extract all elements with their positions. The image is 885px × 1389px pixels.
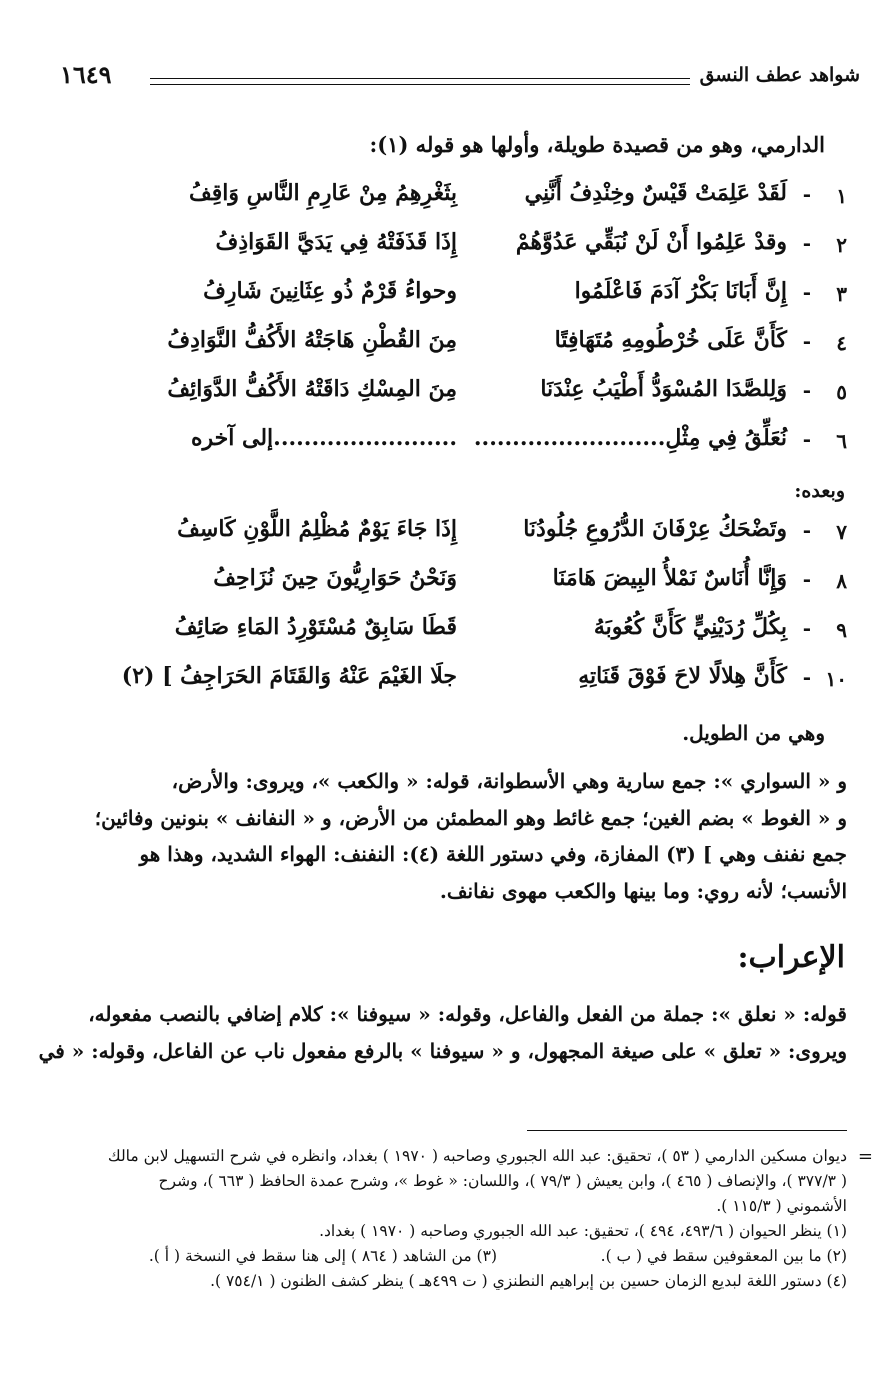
verse-number: ٨ bbox=[836, 569, 847, 593]
text-run: قوله: « bbox=[776, 1002, 847, 1026]
paragraph-line bbox=[35, 1033, 847, 1070]
term-suyufana: سيوفنا bbox=[356, 1002, 412, 1026]
poem-verses-part-1 bbox=[47, 178, 847, 472]
verse-1 bbox=[47, 178, 847, 227]
paragraph-line: الأنسب؛ لأنه روي: وما بينها والكعب مهوى نفانف. bbox=[439, 878, 847, 903]
verse-number: ١٠ bbox=[825, 667, 847, 691]
footnote-1: (١) ينظر الحيوان ( ٤٩٣/٦، ٤٩٤ )، تحقيق: عبد الله الجبوري وصاحبه ( ١٩٧٠ ) بغداد. bbox=[319, 1222, 847, 1240]
second-hemistich: إِذَا جَاءَ يَوْمٌ مُظْلِمُ اللَّوْنِ كَاسِفُ bbox=[177, 516, 457, 542]
paragraph-line bbox=[35, 996, 847, 1033]
text-run: » بضم الغين؛ جمع غائط وهو المطمئن من الأرض، و « bbox=[295, 805, 761, 830]
verse-2 bbox=[47, 227, 847, 276]
footnote-3: (٣) من الشاهد ( ٨٦٤ ) إلى هنا سقط في النسخة ( أ ). bbox=[148, 1247, 497, 1265]
verse-8 bbox=[47, 563, 847, 612]
footnote-continuation: الأشموني ( ١١٥/٣ ). bbox=[716, 1197, 847, 1215]
verse-6 bbox=[47, 423, 847, 472]
verse-dash: - bbox=[802, 518, 811, 542]
meter-note: وهي من الطويل. bbox=[682, 721, 825, 745]
after-label: وبعده: bbox=[794, 480, 845, 502]
text-run: » بنونين وفائين؛ bbox=[94, 805, 236, 830]
term-ghawt: الغوط bbox=[760, 805, 811, 830]
verse-number: ٥ bbox=[836, 380, 847, 404]
verse-7 bbox=[47, 514, 847, 563]
text-run: »: كلام إضافي بالنصب مفعوله، bbox=[88, 1002, 357, 1026]
text-run: »: جمع سارية وهي الأسطوانة، قوله: « bbox=[399, 769, 741, 793]
verse-number: ٩ bbox=[836, 618, 847, 642]
verse-3 bbox=[47, 276, 847, 325]
footnote-continuation bbox=[35, 1144, 873, 1169]
verse-number: ٢ bbox=[836, 233, 847, 257]
second-hemistich: وحواءُ قَرْمٌ ذُو عِثَانِينَ شَارِفُ bbox=[203, 278, 457, 304]
footnote-2: (٢) ما بين المعقوفين سقط في ( ب ). bbox=[600, 1247, 847, 1265]
first-hemistich: وَإِنَّا أُنَاسٌ نَمْلأُ البِيضَ هَامَنَا bbox=[552, 565, 787, 591]
term-nafanif: النفانف bbox=[235, 805, 296, 830]
footnote-4: (٤) دستور اللغة لبديع الزمان حسين بن إبراهيم النطنزي ( ت ٤٩٩هـ ) ينظر كشف الظنون ( ٧٥٤/١ ). bbox=[210, 1272, 847, 1290]
text-run: »، ويروى: والأرض، bbox=[171, 769, 338, 793]
paragraph-line: جمع نفنف وهي ] (٣) المفازة، وفي دستور اللغة (٤): النفنف: الهواء الشديد، وهذا هو bbox=[139, 842, 847, 866]
second-hemistich: جلَا الغَيْمَ عَنْهُ وَالقَتَامَ الحَرَاجِفُ ] (٢) bbox=[121, 663, 457, 689]
verse-10 bbox=[47, 661, 847, 710]
text-run: »: جملة من الفعل والفاعل، وقوله: « bbox=[411, 1002, 738, 1026]
verse-dash: - bbox=[802, 378, 811, 402]
verse-dash: - bbox=[802, 567, 811, 591]
second-hemistich: قَطَا سَابِقٌ مُسْتَوْرِدُ المَاءِ صَائِفُ bbox=[174, 614, 457, 640]
first-hemistich: وَلِلصَّدَا المُسْوَدُّ أَطْيَبُ عِنْدَنَا bbox=[540, 376, 787, 402]
header-double-rule bbox=[150, 78, 690, 85]
continuation-mark: = bbox=[857, 1146, 873, 1167]
text-run: و « bbox=[810, 805, 847, 830]
paragraph-line bbox=[35, 800, 847, 837]
first-hemistich: وتَضْحَكُ عِرْفَانَ الدُّرُوعِ جُلُودُنَا bbox=[523, 516, 787, 542]
verse-number: ٤ bbox=[836, 331, 847, 355]
chapter-title: شواهد عطف النسق bbox=[699, 64, 860, 86]
verse-9 bbox=[47, 612, 847, 661]
text-run: ويروى: « تعلق » على صيغة المجهول، و « bbox=[484, 1038, 847, 1063]
page-number: ١٦٤٩ bbox=[60, 60, 112, 89]
verse-number: ١ bbox=[836, 184, 847, 208]
verse-number: ٧ bbox=[836, 520, 847, 544]
first-hemistich: كَأَنَّ عَلَى خُرْطُومِهِ مُتَهَافِتًا bbox=[554, 327, 787, 353]
second-hemistich: بِثَغْرِهِمُ مِنْ عَارِمِ النَّاسِ وَاقِفُ bbox=[188, 180, 457, 206]
intro-line: الدارمي، وهو من قصيدة طويلة، وأولها هو قوله (١): bbox=[369, 132, 825, 157]
second-hemistich: إِذَا قَذَفَتْهُ فِي يَدَيَّ القَوَاذِفُ bbox=[215, 229, 457, 255]
first-hemistich: إِنَّ أَبَانَا بَكْرُ آدَمَ فَاعْلَمُوا bbox=[574, 278, 787, 304]
term-kaab: والكعب bbox=[337, 769, 400, 793]
verse-dash: - bbox=[802, 665, 811, 689]
verse-dash: - bbox=[802, 329, 811, 353]
verse-dash: - bbox=[802, 182, 811, 206]
verse-5 bbox=[47, 374, 847, 423]
verse-dash: - bbox=[802, 280, 811, 304]
footnote-text: ديوان مسكين الدارمي ( ٥٣ )، تحقيق: عبد الله الجبوري وصاحبه ( ١٩٧٠ ) بغداد، وانظره في شرح التسهيل لابن مالك bbox=[107, 1147, 847, 1165]
verse-number: ٦ bbox=[836, 429, 847, 453]
poem-verses-part-2 bbox=[47, 514, 847, 710]
first-hemistich: وقدْ عَلِمُوا أَنْ لَنْ نُبَقِّي عَدُوَّهُمْ bbox=[515, 229, 787, 255]
text-run: » بالرفع مفعول ناب عن الفاعل، وقوله: « bbox=[64, 1038, 430, 1063]
first-hemistich: كَأَنَّ هِلالًا لاحَ فَوْقَ قَنَاتِهِ bbox=[578, 663, 787, 689]
verse-dash: - bbox=[802, 427, 811, 451]
running-header bbox=[60, 62, 860, 98]
verse-dash: - bbox=[802, 231, 811, 255]
term-suyufana: سيوفنا bbox=[429, 1038, 485, 1063]
paragraph-line bbox=[35, 763, 847, 800]
section-heading-irab: الإعراب: bbox=[737, 940, 845, 975]
footnote-separator bbox=[527, 1130, 847, 1131]
vocabulary-paragraph bbox=[35, 763, 847, 909]
text-run: و « bbox=[810, 769, 847, 793]
first-hemistich: بِكُلِّ رُدَيْنِيٍّ كَأَنَّ كُعُوبَهُ bbox=[593, 614, 787, 640]
second-hemistich: مِنَ القُطْنِ هَاجَتْهُ الأَكُفُّ النَّوَادِفُ bbox=[167, 327, 457, 353]
term-nuallaq: نعلق bbox=[737, 1002, 777, 1026]
term-sawari: السواري bbox=[740, 769, 811, 793]
verse-4 bbox=[47, 325, 847, 374]
term-fi: في bbox=[38, 1038, 65, 1063]
first-hemistich: لَقَدْ عَلِمَتْ قَيْسٌ وخِنْدِفُ أَنَّنِي bbox=[524, 180, 787, 206]
second-hemistich: مِنَ المِسْكِ دَاقَتْهُ الأَكُفُّ الدَّوَائِفُ bbox=[167, 376, 457, 402]
footnote-continuation: ( ٣٧٧/٣ )، والإنصاف ( ٤٦٥ )، وابن يعيش ( ٧٩/٣ )، واللسان: « غوط »، وشرح عمدة الحافظ ( ٦٦٣ )، وشرح bbox=[158, 1172, 847, 1190]
second-hemistich: ........................إلى آخره bbox=[190, 425, 457, 451]
verse-dash: - bbox=[802, 616, 811, 640]
verse-number: ٣ bbox=[836, 282, 847, 306]
second-hemistich: وَنَحْنُ حَوَارِيُّونَ حِينَ نُزَاحِفُ bbox=[213, 565, 457, 591]
first-hemistich: نُعَلِّقُ فِي مِثْلِ......................... bbox=[473, 425, 787, 451]
irab-paragraph bbox=[35, 996, 847, 1069]
footnotes bbox=[35, 1144, 873, 1294]
footnotes-2-3 bbox=[35, 1244, 847, 1269]
